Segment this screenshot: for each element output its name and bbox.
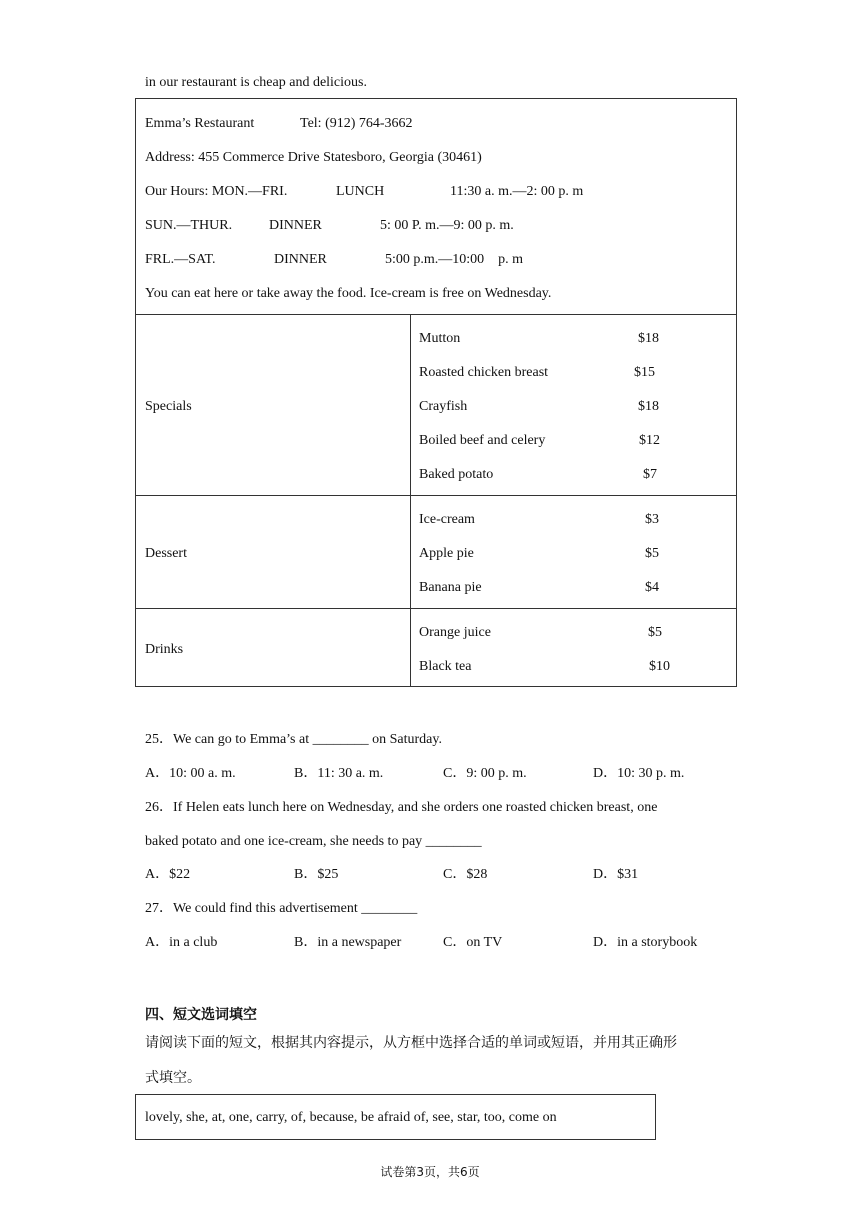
answer-option: B．11: 30 a. m. <box>294 766 384 781</box>
menu-item-name: Mutton <box>419 331 461 346</box>
menu-item-name: Black tea <box>419 659 472 674</box>
menu-item-price: $18 <box>638 399 659 414</box>
menu-item-name: Baked potato <box>419 467 494 482</box>
ad-note: You can eat here or take away the food. Ice-cream is free on Wednesday. <box>145 286 552 301</box>
section-instruction: 请阅读下面的短文，根据其内容提示，从方框中选择合适的单词或短语，并用其正确形 <box>145 1035 677 1051</box>
section-title: 四、短文选词填空 <box>145 1007 257 1023</box>
menu-item-name: Orange juice <box>419 625 491 640</box>
answer-option: A．10: 00 a. m. <box>145 766 236 781</box>
menu-item-price: $12 <box>639 433 660 448</box>
page-footer: 试卷第3页，共6页 <box>380 1165 480 1179</box>
menu-item-name: Boiled beef and celery <box>419 433 546 448</box>
table-divider <box>136 314 736 315</box>
answer-option: C．$28 <box>443 867 488 882</box>
menu-item-name: Crayfish <box>419 399 468 414</box>
hours-meal: DINNER <box>274 252 327 267</box>
menu-category: Specials <box>145 399 192 414</box>
menu-item-price: $7 <box>643 467 657 482</box>
word-bank-text: lovely, she, at, one, carry, of, because, be afraid of, see, star, too, come on <box>145 1110 557 1125</box>
restaurant-name: Emma’s Restaurant <box>145 116 255 131</box>
hours-days: SUN.—THUR. <box>145 218 233 233</box>
menu-item-price: $5 <box>648 625 662 640</box>
restaurant-advertisement <box>135 98 737 687</box>
answer-option: A．in a club <box>145 935 218 950</box>
table-divider <box>136 495 736 496</box>
answer-option: B．in a newspaper <box>294 935 402 950</box>
menu-category: Drinks <box>145 642 184 657</box>
answer-option: C．9: 00 p. m. <box>443 766 527 781</box>
menu-item-price: $5 <box>645 546 659 561</box>
menu-item-price: $15 <box>634 365 655 380</box>
section-instruction: 式填空。 <box>145 1070 201 1086</box>
question-stem: 27．We could find this advertisement ________ <box>145 901 418 916</box>
menu-item-name: Roasted chicken breast <box>419 365 549 380</box>
menu-item-name: Ice-cream <box>419 512 475 527</box>
answer-option: D．in a storybook <box>593 935 698 950</box>
question-stem-continued: baked potato and one ice-cream, she needs to pay ________ <box>145 834 482 849</box>
answer-option: A．$22 <box>145 867 191 882</box>
intro-line: in our restaurant is cheap and delicious. <box>145 75 367 90</box>
table-divider <box>136 608 736 609</box>
hours-days: Our Hours: MON.—FRI. <box>145 184 288 199</box>
hours-time: 5: 00 P. m.—9: 00 p. m. <box>380 218 514 233</box>
hours-time: 5:00 p.m.—10:00 p. m <box>385 252 524 267</box>
hours-meal: DINNER <box>269 218 322 233</box>
menu-item-name: Apple pie <box>419 546 474 561</box>
question-stem: 25．We can go to Emma’s at ________ on Saturday. <box>145 732 442 747</box>
hours-meal: LUNCH <box>336 184 385 199</box>
hours-time: 11:30 a. m.—2: 00 p. m <box>450 184 584 199</box>
restaurant-tel: Tel: (912) 764-3662 <box>300 116 413 131</box>
restaurant-address: Address: 455 Commerce Drive Statesboro, Georgia (30461) <box>145 150 482 165</box>
word-bank-box <box>135 1094 656 1140</box>
table-column-divider <box>410 315 411 686</box>
menu-item-price: $18 <box>638 331 659 346</box>
menu-category: Dessert <box>145 546 187 561</box>
menu-item-price: $4 <box>645 580 659 595</box>
question-stem: 26．If Helen eats lunch here on Wednesday, and she orders one roasted chicken breast, one <box>145 800 658 815</box>
answer-option: D．10: 30 p. m. <box>593 766 685 781</box>
answer-option: B．$25 <box>294 867 339 882</box>
answer-option: C．on TV <box>443 935 503 950</box>
hours-days: FRL.—SAT. <box>145 252 216 267</box>
menu-item-name: Banana pie <box>419 580 482 595</box>
menu-item-price: $10 <box>649 659 670 674</box>
answer-option: D．$31 <box>593 867 639 882</box>
menu-item-price: $3 <box>645 512 659 527</box>
